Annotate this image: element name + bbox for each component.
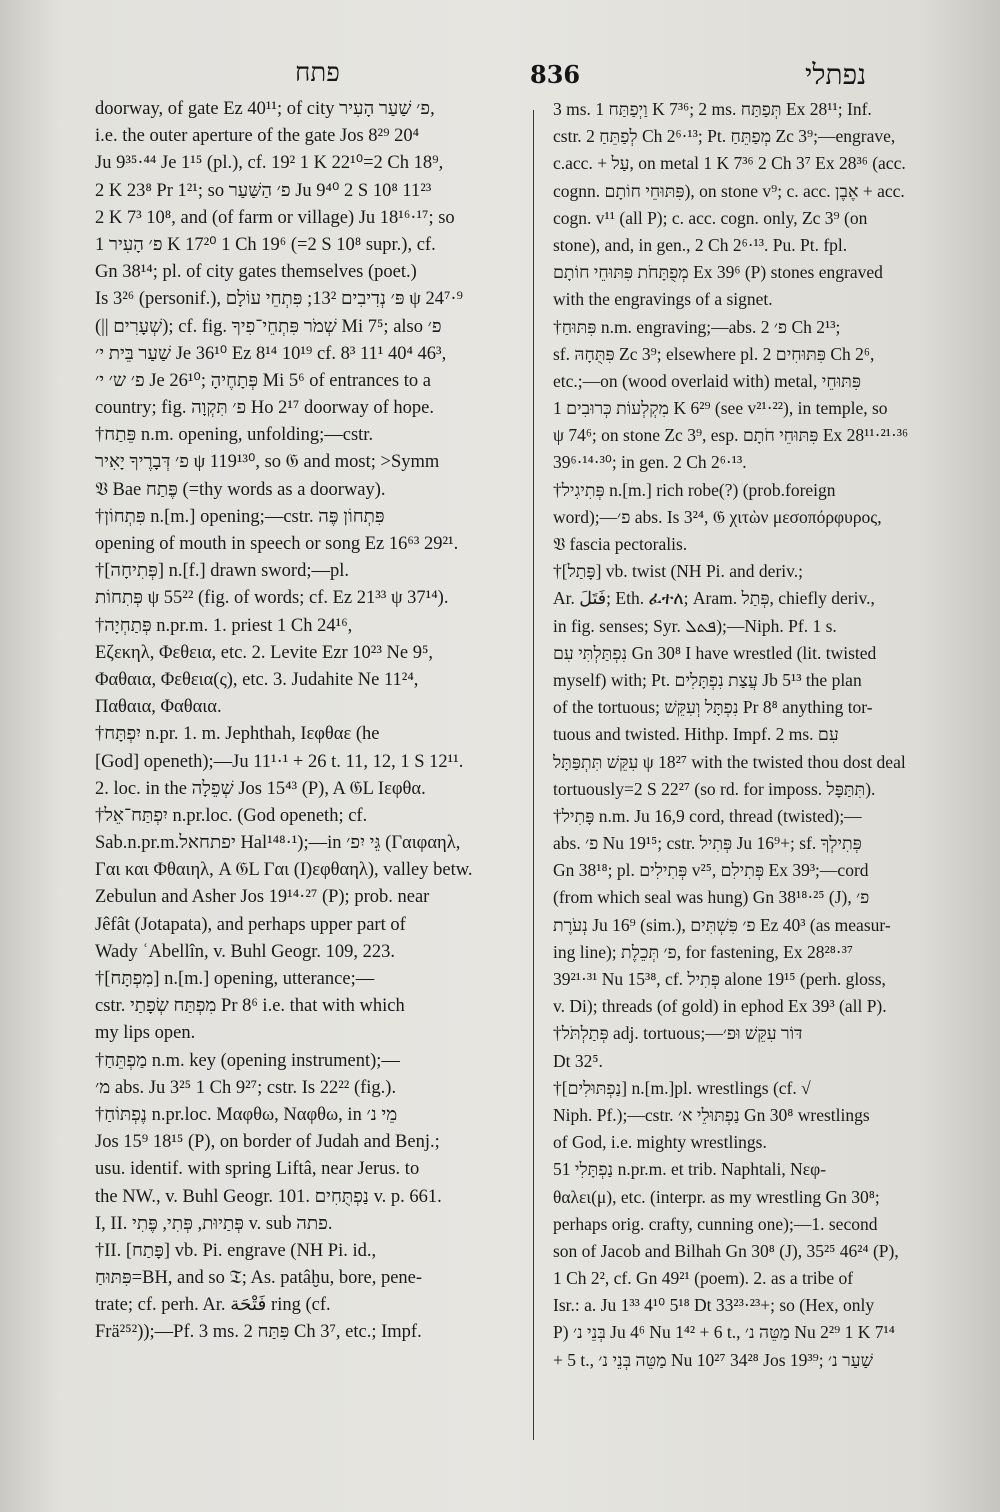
text-line: †II. [פָּתַח] vb. Pi. engrave (NH Pi. id., [95, 1240, 377, 1261]
text-line: נִפְתַּלְתִּי עִם Gn 30⁸ I have wrestled (lit. twisted [553, 642, 877, 663]
text-line: perhaps orig. crafty, cunning one);—1. second [553, 1213, 878, 1234]
text-line: 39⁶·¹⁴·³⁰; in gen. 2 Ch 2⁶·¹³. [553, 452, 747, 473]
text-line: ing line); פ׳ תְּכֵלֶת, for fastening, Ex 28²⁸·³⁷ [553, 941, 853, 962]
text-line: מִקְלְעוֹת כְּרוּבִים 1 K 6²⁹ (see v²¹·²²), in temple, so [553, 398, 888, 419]
text-line: θαλει(μ), etc. (interpr. as my wrestling Gn 30⁸; [553, 1186, 880, 1207]
text-line: [God] openeth);—Ju 11¹·¹ + 26 t. 11, 12, 1 S 12¹¹. [95, 751, 464, 772]
text-line: Φαθαια, Φεθεια(ς), etc. 3. Judahite Ne 11²⁴, [95, 669, 419, 690]
text-line: (|| שְׁעָרִים); cf. fig. שְׁמֹר פִּתְחֵי־פִיךָ Mi 7⁵; also פ׳ [95, 316, 442, 337]
text-line: v. Di); threads (of gold) in ephod Ex 39³ (all P). [553, 996, 887, 1017]
text-line: Zebulun and Asher Jos 19¹⁴·²⁷ (P); prob. near [95, 887, 430, 908]
text-line: etc.;—on (wood overlaid with) metal, פִּתּוּחֵי [553, 370, 862, 391]
text-line: Is 3²⁶ (personif.), פּ׳ נְדִיבִים 13²; פִּתְחֵי עוֹלָם ψ 24⁷·⁹ [95, 289, 463, 310]
text-line: †פֵּתַח n.m. opening, unfolding;—cstr. [95, 425, 374, 446]
text-line: 39²¹·³¹ Nu 15³⁸, cf. פְּתִיל alone 19¹⁵ (perh. gloss, [553, 969, 886, 989]
text-line: †פִּתְחוֹן n.[m.] opening;—cstr. פִּתְחוֹן פֶּה [95, 506, 385, 527]
text-line: 2 K 23⁸ Pr 1²¹; so פ׳ הַשַּׁעַר Ju 9⁴⁰ 2 S 10⁸ 11²³ [95, 180, 432, 201]
text-line: Wady ʿAbellîn, v. Buhl Geogr. 109, 223. [95, 941, 395, 962]
text-line: opening of mouth in speech or song Ez 16⁶³ 29²¹. [95, 534, 459, 554]
text-line: doorway, of gate Ez 40¹¹; of city פ׳ שַׁעַר הָעִיר, [95, 99, 435, 119]
text-line: of God, i.e. mighty wrestlings. [553, 1132, 767, 1153]
text-line: P) בְּנֵי נ׳ Ju 4⁶ Nu 1⁴² + 6 t., מַטֵּה נ׳ Nu 2²⁹ 1 K 7¹⁴ [553, 1322, 895, 1343]
text-line: עִקֵּשׁ תִּתְפַּתָּל ψ 18²⁷ with the twisted thou dost deal [553, 751, 906, 772]
text-line: פ׳ דְּבָרֶיךָ יָאִיר ψ 119¹³⁰, so 𝔊 and most; >Symm [95, 452, 440, 473]
text-line: Ar. فَتَلَ; Eth. ፈተለ; Aram. פְּתַל, chiefly deriv., [553, 588, 875, 609]
text-line: Παθαια, Φαθαια. [95, 697, 222, 718]
text-line: 3 ms. וַיְפַתַּח 1 K 7³⁶; 2 ms. תְּפַתַּח Ex 28¹¹; Inf. [553, 99, 872, 119]
text-line: פְּתִחוֹת ψ 55²² (fig. of words; cf. Ez 21³³ ψ 37¹⁴). [95, 588, 449, 609]
left-column [95, 96, 515, 1347]
text-line: Gn 38¹⁴; pl. of city gates themselves (poet.) [95, 262, 417, 283]
text-line: Γαι και Φθαιηλ, A 𝔊L Γαι (Ι)εφθαηλ), valley betw. [95, 860, 473, 881]
text-line: + 5 t., מַטֵּה בְּנֵי נ׳ Nu 10²⁷ 34²⁸ Jos 19³⁹; שַׁעַר נ׳ [553, 1349, 873, 1370]
text-line: Ju 9³⁵·⁴⁴ Je 1¹⁵ (pl.), cf. 19² 1 K 22¹⁰=2 Ch 18⁹, [95, 153, 444, 174]
text-line: I, II. פְּתַיוּת, פְּתִי, פֶּתִי v. sub פתה. [95, 1213, 333, 1234]
right-column [553, 96, 963, 1374]
text-line: cstr. לְפַתֵּחַ 2 Ch 2⁶·¹³; Pt. מְפַתֵּחַ Zc 3⁹;—engrave, [553, 126, 896, 147]
text-line: †מַפְתֵּחַ n.m. key (opening instrument);— [95, 1050, 400, 1071]
text-line: מְפֻתָּחֹת פִּתּוּחֵי חוֹתָם Ex 39⁶ (P) stones engraved [553, 262, 883, 283]
text-line: 2 K 7³ 10⁸, and (of farm or village) Ju 18¹⁶·¹⁷; so [95, 207, 455, 228]
text-line: trate; cf. perh. Ar. فَتْحَة ring (cf. [95, 1295, 331, 1316]
text-line: usu. identif. with spring Liftâ, near Jerus. to [95, 1159, 420, 1180]
text-line: שַׁעַר בֵּית י׳ Je 36¹⁰ Ez 8¹⁴ 10¹⁹ cf. 8³ 11¹ 40⁴ 46³, [95, 343, 447, 364]
text-line: the NW., v. Buhl Geogr. 101. נַפְתֻּחִים v. p. 661. [95, 1186, 442, 1207]
text-line: Gn 38¹⁸; pl. פְּתִילִים v²⁵, פְּתִילִם Ex 39³;—cord [553, 860, 869, 881]
text-line: Isr.: a. Ju 1³³ 4¹⁰ 5¹⁸ Dt 33²³·²³+; so (Hex, only [553, 1295, 875, 1316]
text-line: †[נַפְתּוּלִים] n.[m.]pl. wrestlings (cf. √ [553, 1077, 811, 1098]
text-line: 2. loc. in the שְׁפֵלָה Jos 15⁴³ (P), A 𝔊L Ιεφθα. [95, 778, 426, 799]
text-line: †[מִפְתָּח] n.[m.] opening, utterance;— [95, 969, 375, 989]
text-line: tuous and twisted. Hithp. Impf. 2 ms. עִם [553, 724, 839, 745]
text-line: country; fig. פ׳ תִּקְוָה Ho 2¹⁷ doorway of hope. [95, 398, 434, 419]
text-line: stone), and, in gen., 2 Ch 2⁶·¹³. Pu. Pt. fpl. [553, 234, 848, 255]
text-line: Jos 15⁹ 18¹⁵ (P), on border of Judah and Benj.; [95, 1132, 440, 1153]
text-line: tortuously=2 S 22²⁷ (so rd. for imposs. תִּתַּפָּל). [553, 778, 876, 799]
page-header [0, 58, 1000, 98]
text-line: †פָּתִיל n.m. Ju 16,9 cord, thread (twisted);— [553, 805, 862, 826]
text-line: i.e. the outer aperture of the gate Jos 8²⁹ 20⁴ [95, 126, 420, 147]
text-line: 𝔙 Bae פֶּתַח (=thy words as a doorway). [95, 479, 386, 500]
text-line: cogn. v¹¹ (all P); c. acc. cogn. only, Zc 3⁹ (on [553, 207, 868, 228]
text-line: †יִפְתַּח־אֵל n.pr.loc. (God openeth; cf. [95, 805, 368, 826]
text-line: 1 Ch 2², cf. Gn 49²¹ (poem). 2. as a tribe of [553, 1268, 854, 1289]
text-line: מ׳ abs. Ju 3²⁵ 1 Ch 9²⁷; cstr. Is 22²² (fig.). [95, 1077, 397, 1098]
text-line: †נֶפְתּוֹחַ n.pr.loc. Μαφθω, Ναφθω, in מֵי נ׳ [95, 1104, 398, 1125]
text-line: son of Jacob and Bilhah Gn 30⁸ (J), 35²⁵ 46²⁴ (P), [553, 1240, 899, 1261]
text-line: abs. פ׳ Nu 19¹⁵; cstr. פְּתִיל Ju 16⁹+; sf. פְּתִילְךָ [553, 833, 862, 854]
text-line: †פִּתּוּחַ n.m. engraving;—abs. פ׳ 2 Ch 2¹³; [553, 316, 841, 337]
text-line: Frä²⁵²));—Pf. 3 ms. פִּתַּח 2 Ch 3⁷, etc.; Impf. [95, 1322, 422, 1343]
text-line: נְעֹרֶת Ju 16⁹ (sim.), פ׳ פִּשְׁתִּים Ez 40³ (as measur- [553, 914, 891, 935]
running-head-left: פתח [295, 58, 340, 88]
text-line: †יִפְתָּח n.pr. 1. m. Jephthah, Ιεφθαε (he [95, 724, 380, 745]
text-line: Dt 32⁵. [553, 1050, 603, 1071]
text-line: 𝔙 fascia pectoralis. [553, 534, 688, 554]
text-line: (from which seal was hung) Gn 38¹⁸·²⁵ (J), פ׳ [553, 887, 870, 908]
text-line: פ׳ הָעִיר 1 K 17²⁰ 1 Ch 19⁶ (=2 S 10⁸ supr.), cf. [95, 234, 436, 255]
text-line: †פְּתַלְתֹּל adj. tortuous;—דּוֹר עִקֵּשׁ וּפ׳ [553, 1023, 803, 1044]
text-line: Εζεκηλ, Φεθεια, etc. 2. Levite Ezr 10²³ Ne 9⁵, [95, 642, 434, 663]
text-line: sf. פִּתֻּחָהּ Zc 3⁹; elsewhere pl. פִּתּוּחִים 2 Ch 2⁶, [553, 343, 875, 364]
text-line: †[פָּתַל] vb. twist (NH Pi. and deriv.; [553, 561, 803, 582]
text-line: †פְּתַחְיָה n.pr.m. 1. priest 1 Ch 24¹⁶, [95, 615, 353, 636]
text-line: my lips open. [95, 1023, 196, 1044]
text-line: Niph. Pf.);—cstr. נַפְתּוּלֵי א׳ Gn 30⁸ wrestlings [553, 1104, 870, 1125]
text-line: cstr. מִפְתַּח שְׂפָתַי Pr 8⁶ i.e. that with which [95, 996, 405, 1017]
text-line: word);—פ׳ abs. Is 3²⁴, 𝔊 χιτὼν μεσοπόρφυρος, [553, 506, 882, 527]
column-divider [533, 110, 534, 1440]
text-line: †[פְּתִיחָה] n.[f.] drawn sword;—pl. [95, 561, 349, 582]
text-line: נַפְתָּלִי 51 n.pr.m. et trib. Naphtali, Νεφ- [553, 1159, 827, 1180]
text-line: Jêfât (Jotapata), and perhaps upper part of [95, 914, 406, 935]
text-line: Sab.n.pr.m.יפתחאל Hal¹⁴⁸·¹);—in גֵּי יִפ׳ (Γαιφαηλ, [95, 833, 461, 854]
text-line: c.acc. + עַל, on metal 1 K 7³⁶ 2 Ch 3⁷ Ex 28³⁶ (acc. [553, 153, 906, 174]
text-line: †פְּתִיגִיל n.[m.] rich robe(?) (prob.foreign [553, 479, 836, 500]
text-line: of the tortuous; נִפְתָּל וְעִקֵּשׁ Pr 8⁸ anything tor- [553, 697, 873, 718]
text-line: ψ 74⁶; on stone Zc 3⁹, esp. פִּתּוּחֵי חֹתָם Ex 28¹¹·²¹·³⁶ [553, 425, 909, 446]
text-line: פִּתּוּחַ=BH, and so 𝔗; As. patâḫu, bore, pene- [95, 1268, 423, 1289]
text-line: myself) with; Pt. עֲצַת נִפְתָּלִים Jb 5¹³ the plan [553, 669, 862, 690]
text-line: in fig. senses; Syr. ܦܬܠ);—Niph. Pf. 1 s. [553, 615, 837, 636]
running-head-right: נפתלי [805, 58, 867, 91]
text-line: with the engravings of a signet. [553, 289, 773, 310]
text-line: פ׳ ש׳ י׳ Je 26¹⁰; פְּתָחֶיהָ Mi 5⁶ of entrances to a [95, 370, 431, 391]
page-number: 836 [530, 60, 581, 89]
text-line: cognn. פִּתּוּחֵי חוֹתָם), on stone v⁹; c. acc. אֶבֶן + acc. [553, 180, 905, 201]
